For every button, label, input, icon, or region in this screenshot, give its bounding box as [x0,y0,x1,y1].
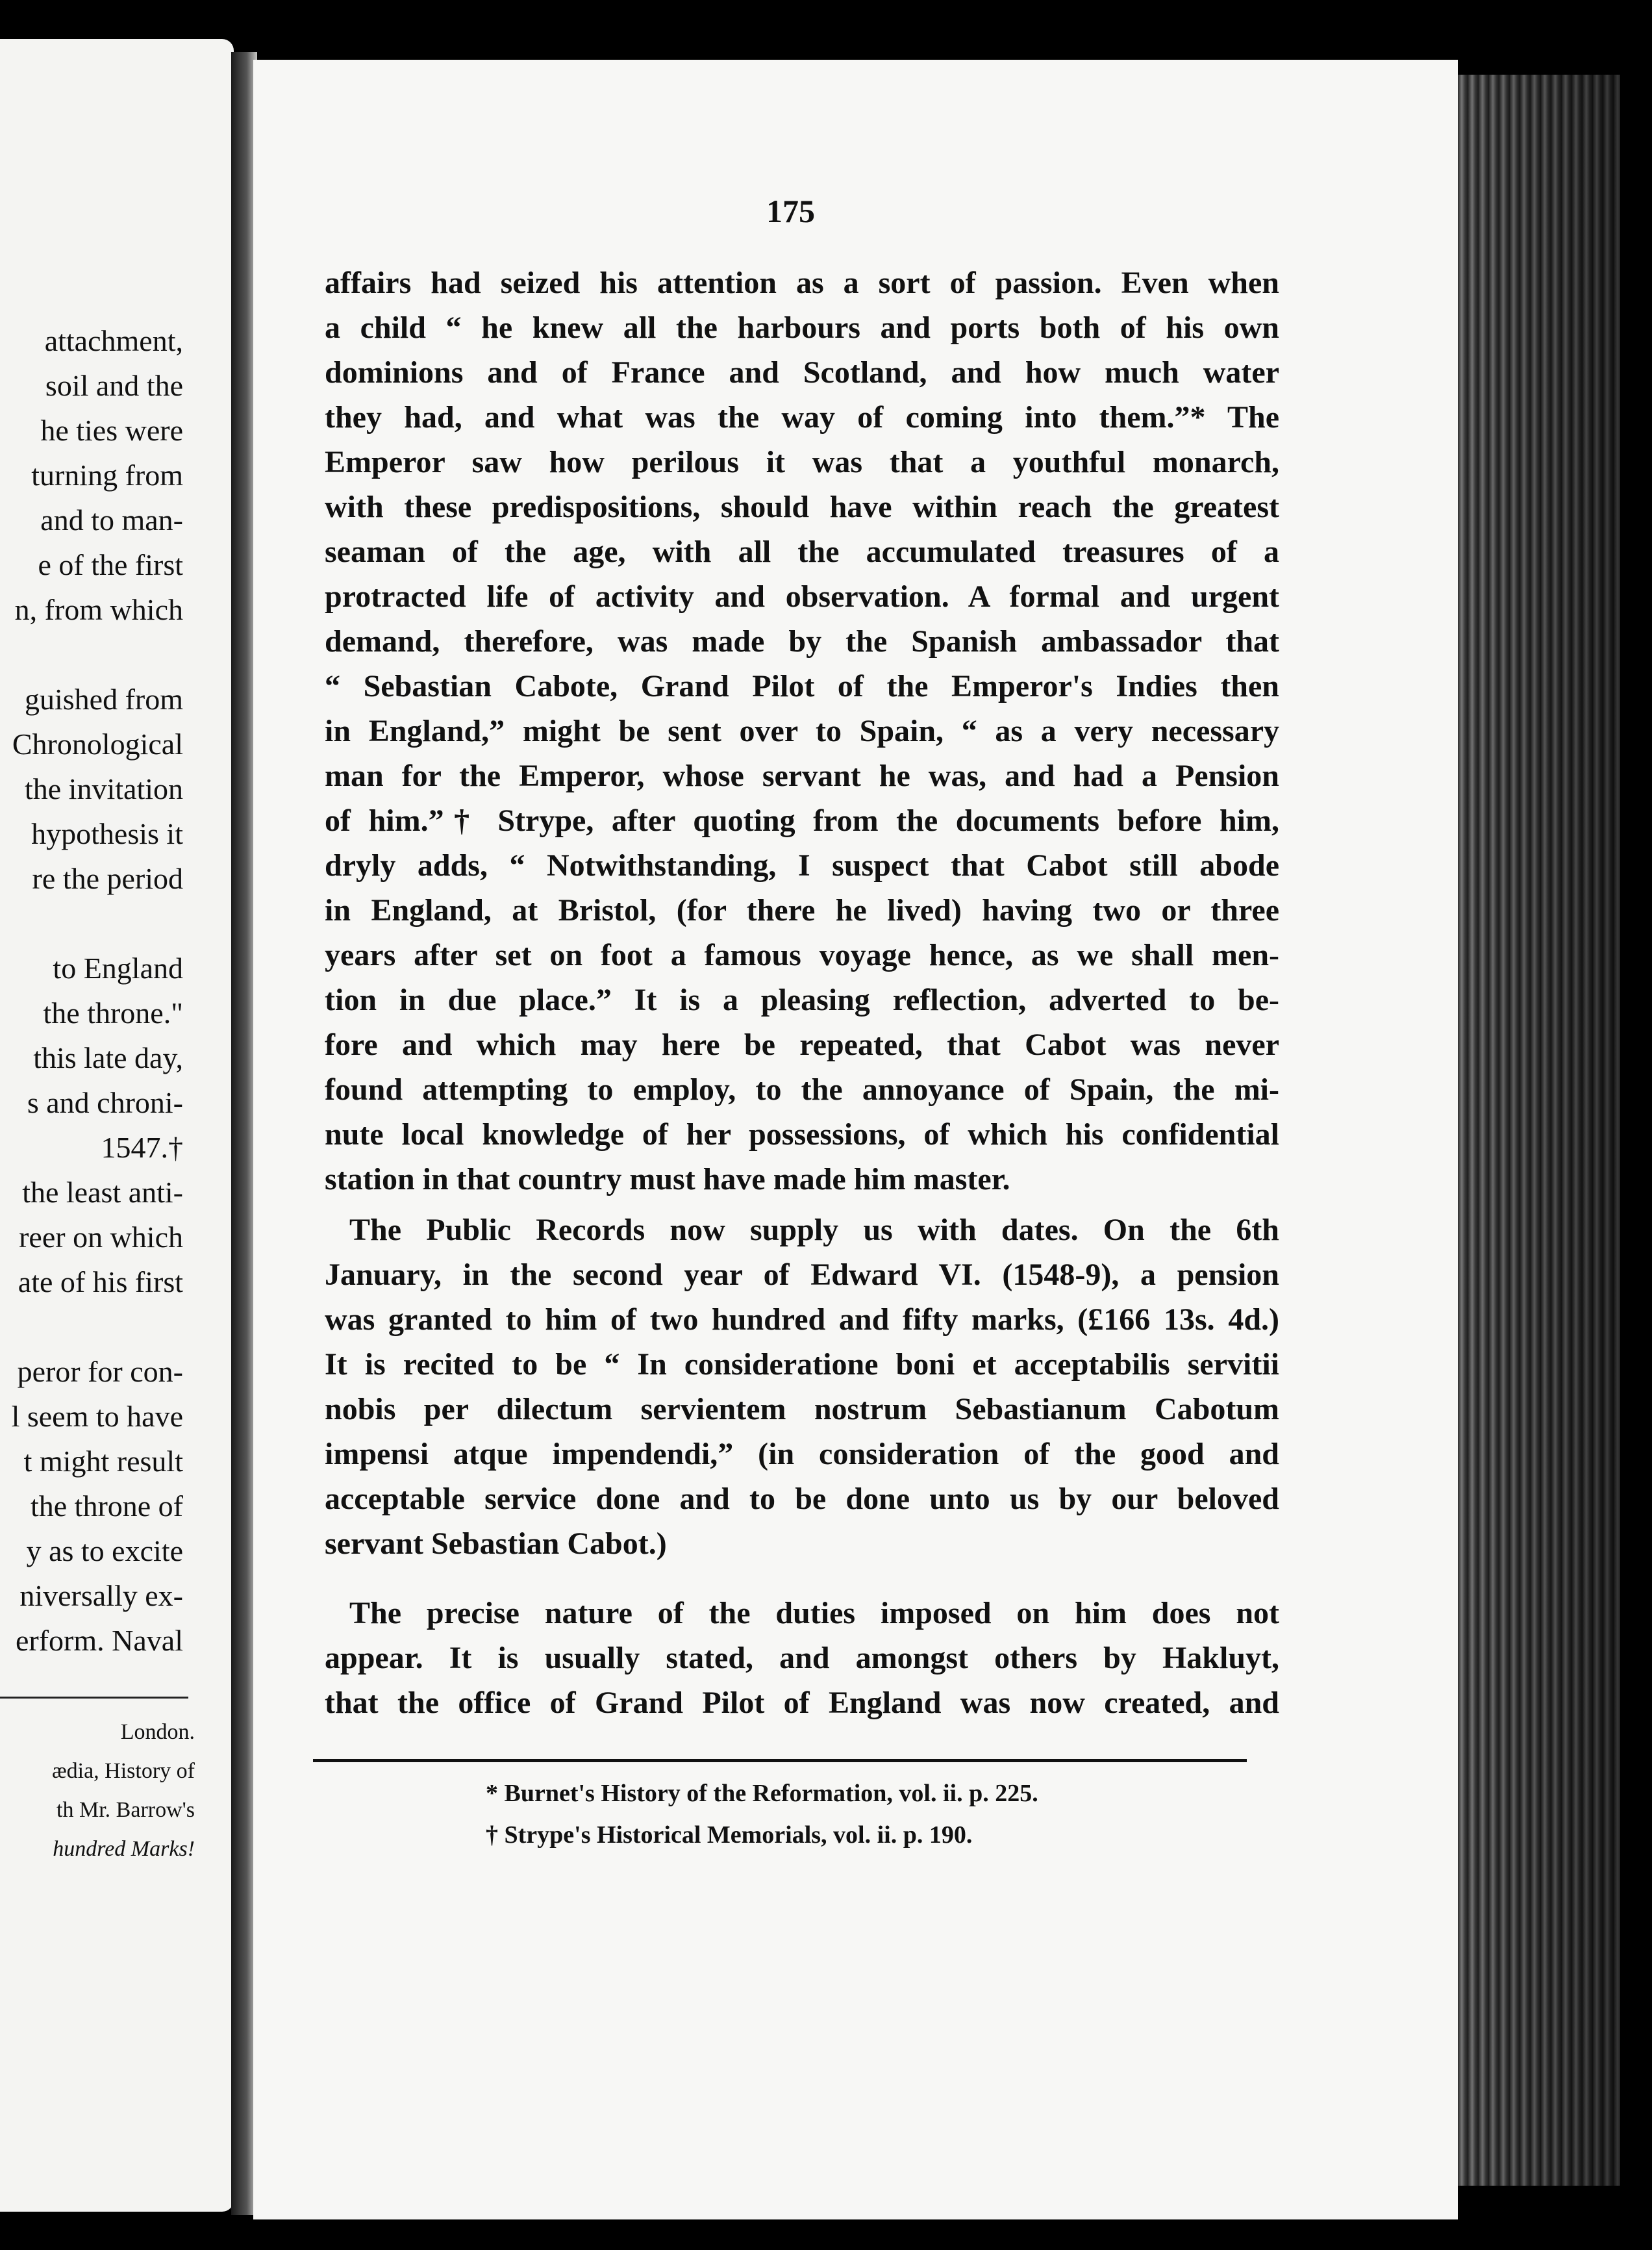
body-line: with these predispositions, should have within reach the greatest [325,490,1279,524]
body-line: found attempting to employ, to the annoyance of Spain, the mi- [325,1072,1279,1107]
left-footnote-line: hundred Marks! [53,1837,195,1861]
footnote: * Burnet's History of the Reformation, vol. ii. p. 225. [486,1780,1038,1807]
body-line: station in that country must have made him master. [325,1162,1010,1196]
left-page-line: this late day, [33,1041,183,1074]
left-page-line: peror for con- [17,1355,183,1388]
body-line: servant Sebastian Cabot.) [325,1526,667,1561]
left-footnote-rule [0,1697,188,1699]
left-page-line: reer on which [19,1220,183,1254]
body-line: Emperor saw how perilous it was that a youthful monarch, [325,445,1279,479]
left-page-line: turning from [31,459,183,492]
body-line: fore and which may here be repeated, that Cabot was never [325,1028,1279,1062]
left-page-line: the invitation [24,772,183,805]
left-page-line: n, from which [14,593,183,626]
left-footnote-line: ædia, History of [51,1759,195,1783]
footnote-rule [313,1759,1247,1762]
body-line: tion in due place.” It is a pleasing reflection, adverted to be- [325,983,1279,1017]
body-line: in England,” might be sent over to Spain, “ as a very necessary [325,714,1279,748]
left-page-line: the throne." [43,996,183,1030]
body-line: seaman of the age, with all the accumulated treasures of a [325,535,1279,569]
body-line: The precise nature of the duties imposed on him does not [349,1596,1279,1630]
left-page-line: t might result [23,1445,183,1478]
body-line: impensi atque impendendi,” (in consideration of the good and [325,1437,1279,1471]
body-line: nobis per dilectum servientem nostrum Sebastianum Cabotum [325,1392,1279,1426]
body-line: of him.”† Strype, after quoting from the documents before him, [325,803,1279,838]
body-line: protracted life of activity and observation. A formal and urgent [325,579,1279,614]
footnote: † Strype's Historical Memorials, vol. ii. p. 190. [486,1821,973,1849]
body-line: affairs had seized his attention as a sort of passion. Even when [325,266,1279,300]
left-page-line: the least anti- [22,1176,183,1209]
left-page-line: ate of his first [18,1265,183,1298]
body-line: “ Sebastian Cabote, Grand Pilot of the Emperor's Indies then [325,669,1279,703]
body-line: man for the Emperor, whose servant he was, and had a Pension [325,759,1279,793]
page-edges-shadow [1458,75,1620,2186]
left-page-line: l seem to have [11,1400,183,1433]
left-page-line: to England [53,952,183,985]
left-page-line: Chronological [12,727,183,761]
left-page-line: guished from [24,683,183,716]
body-line: January, in the second year of Edward VI. (1548-9), a pension [325,1258,1279,1292]
left-page-line: re the period [32,862,183,895]
left-page-line: hypothesis it [31,817,183,850]
body-line: The Public Records now supply us with dates. On the 6th [349,1213,1279,1247]
left-page-line: erform. Naval [16,1624,183,1657]
body-line: a child “ he knew all the harbours and ports both of his own [325,310,1279,345]
left-footnote-line: London. [120,1720,195,1744]
left-page-line: e of the first [38,548,183,581]
left-page-line: and to man- [40,503,183,537]
left-page-line: he ties were [40,414,183,447]
left-page-line: s and chroni- [27,1086,183,1119]
left-page-line: niversally ex- [19,1579,183,1612]
body-line: acceptable service done and to be done unto us by our beloved [325,1482,1279,1516]
body-line: was granted to him of two hundred and fifty marks, (£166 13s. 4d.) [325,1302,1279,1337]
body-line: demand, therefore, was made by the Spanish ambassador that [325,624,1279,659]
body-line: It is recited to be “ In consideratione boni et acceptabilis servitii [325,1347,1279,1382]
body-line: years after set on foot a famous voyage hence, as we shall men- [325,938,1279,972]
body-line: dryly adds, “ Notwithstanding, I suspect that Cabot still abode [325,848,1279,883]
body-line: in England, at Bristol, (for there he lived) having two or three [325,893,1279,928]
left-page-line: 1547.† [101,1131,183,1164]
left-page-line: attachment, [44,324,183,357]
page-number: 175 [766,193,815,229]
left-page-line: soil and the [45,369,183,402]
body-line: appear. It is usually stated, and amongst others by Hakluyt, [325,1641,1279,1675]
body-line: nute local knowledge of her possessions, of which his confidential [325,1117,1279,1152]
body-line: that the office of Grand Pilot of England was now created, and [325,1686,1279,1720]
body-line: dominions and of France and Scotland, and how much water [325,355,1279,390]
body-line: they had, and what was the way of coming into them.”* The [325,400,1279,435]
left-page-line: the throne of [30,1489,183,1523]
left-footnote-line: th Mr. Barrow's [56,1798,195,1822]
left-page-line: y as to excite [26,1534,183,1567]
previous-page-fragment [0,39,234,2212]
